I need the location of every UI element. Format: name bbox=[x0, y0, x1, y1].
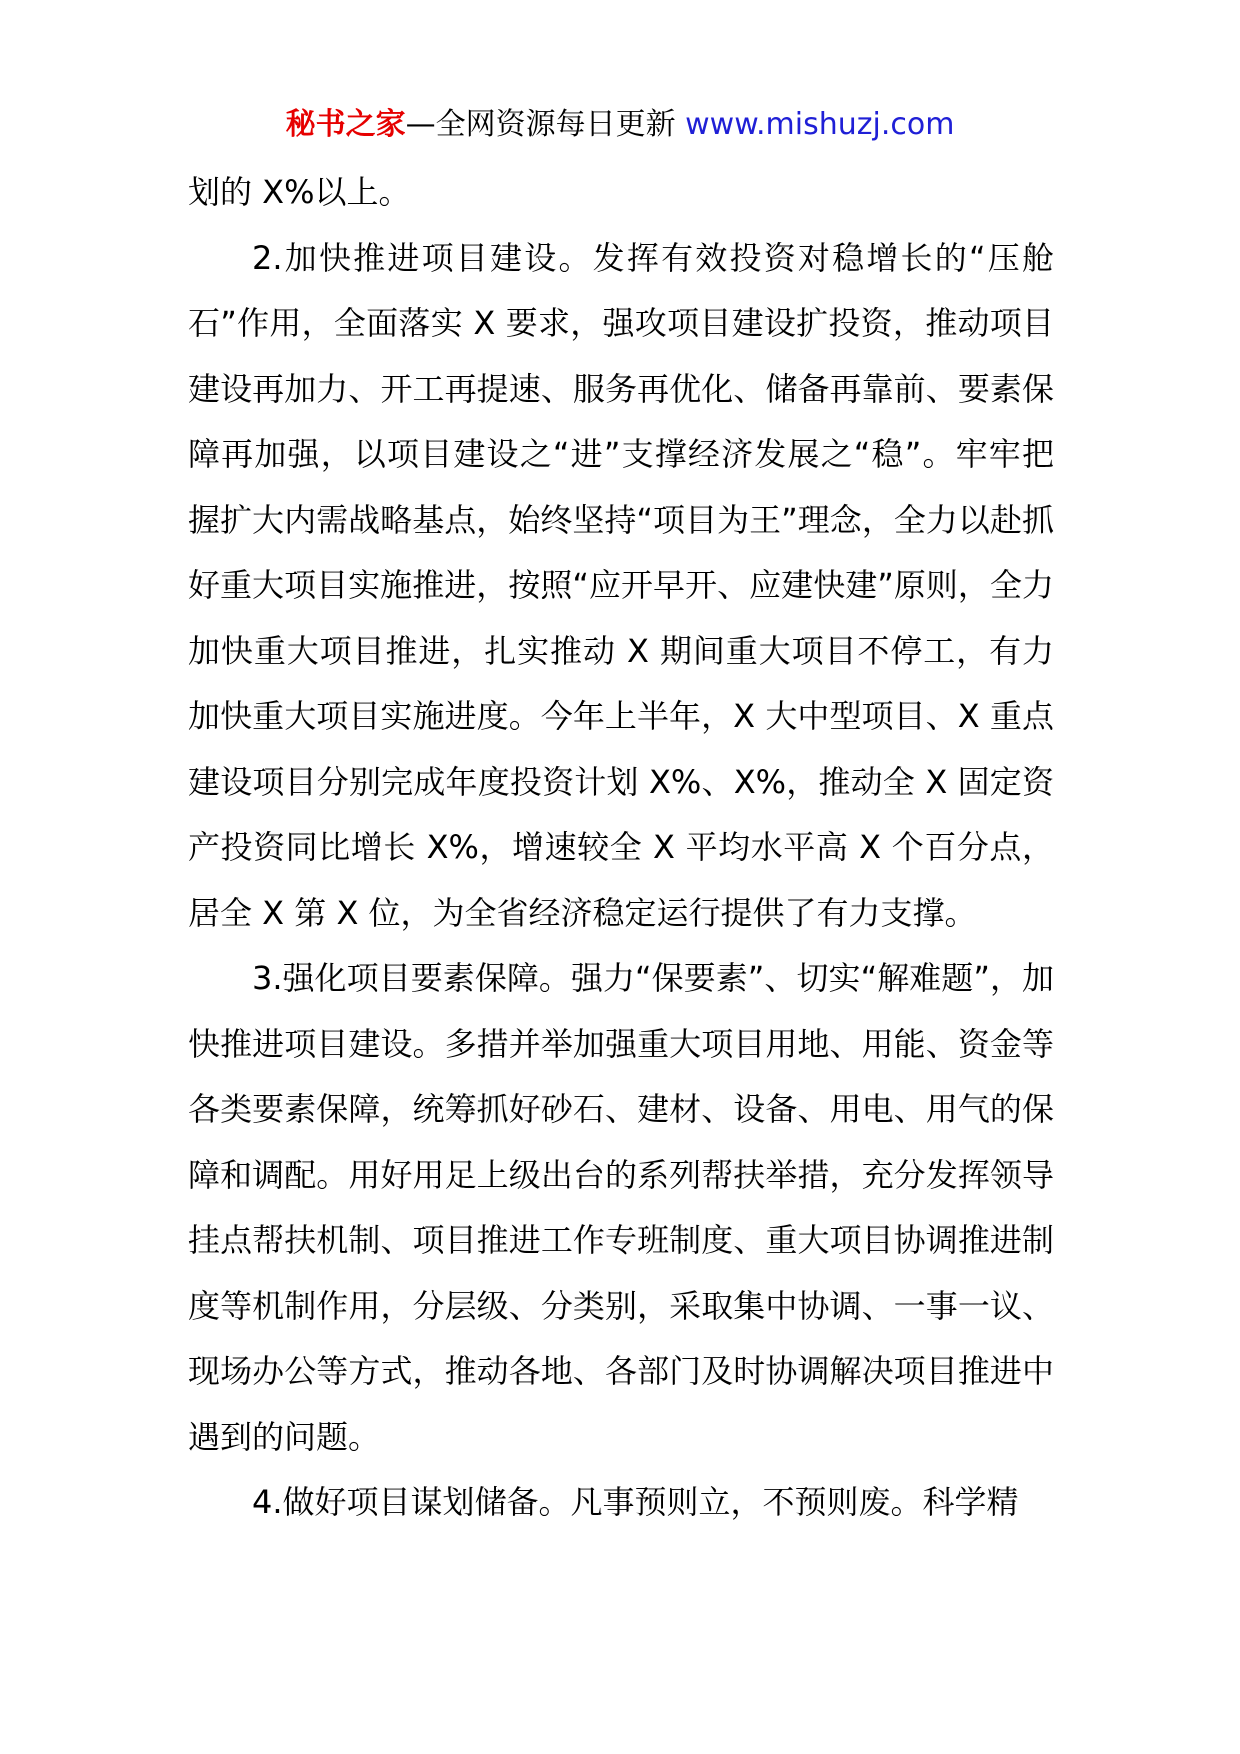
paragraph-factor-guarantee: 3.强化项目要素保障。强力“保要素”、切实“解难题”，加快推进项目建设。多措并举加强重大项目用地、用能、资金等各类要素保障，统筹抓好砂石、建材、设备、用电、用气的保障和调配。用好用足上级出台的系列帮扶举措，充分发挥领导挂点帮扶机制、项目推进工作专班制度、重大项目协调推进制度等机制作用，分层级、分类别，采取集中协调、一事一议、现场办公等方式，推动各地、各部门及时协调解决项目推进中遇到的问题。 bbox=[188, 959, 1054, 1456]
paragraph-continuation: 划的 X%以上。 bbox=[188, 173, 411, 211]
document-body bbox=[188, 160, 1054, 1536]
site-url-link[interactable]: www.mishuzj.com bbox=[685, 107, 955, 142]
page-header bbox=[0, 100, 1240, 150]
paragraph-project-planning: 4.做好项目谋划储备。凡事预则立，不预则废。科学精 bbox=[252, 1483, 1019, 1521]
brand-name: 秘书之家 bbox=[285, 107, 406, 142]
header-tagline: —全网资源每日更新 bbox=[405, 107, 686, 142]
paragraph-project-construction: 2.加快推进项目建设。发挥有效投资对稳增长的“压舱石”作用，全面落实 X 要求，强攻项目建设扩投资，推动项目建设再加力、开工再提速、服务再优化、储备再靠前、要素保障再加强，以项目建设之“进”支撑经济发展之“稳”。牢牢把握扩大内需战略基点，始终坚持“项目为王”理念，全力以赴抓好重大项目实施推进，按照“应开早开、应建快建”原则，全力加快重大项目推进，扎实推动 X 期间重大项目不停工，有力加快重大项目实施进度。今年上半年，X 大中型项目、X 重点建设项目分别完成年度投资计划 X%、X%，推动全 X 固定资产投资同比增长 X%，增速较全 X 平均水平高 X 个百分点，居全 X 第 X 位，为全省经济稳定运行提供了有力支撑。 bbox=[188, 238, 1054, 932]
